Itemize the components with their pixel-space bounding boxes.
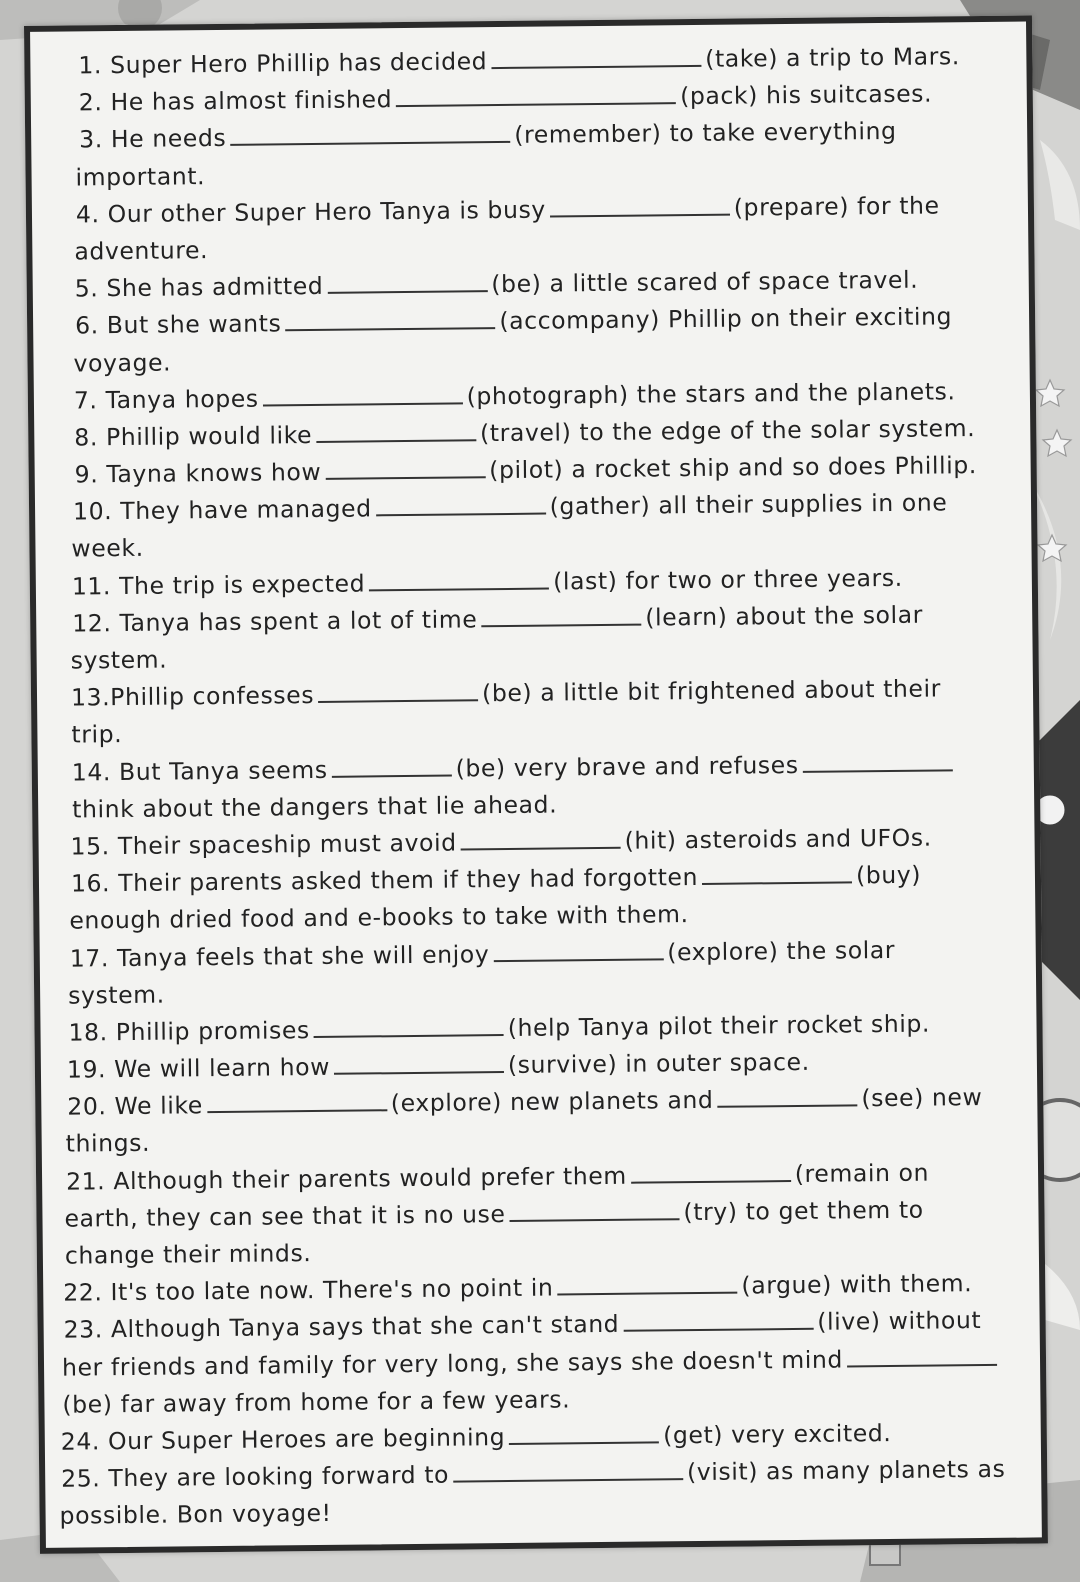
item-text: They are looking forward to [108,1460,450,1493]
item-text: Although their parents would prefer them [113,1161,627,1195]
item-text: (photograph) the stars and the planets. [466,376,956,411]
item-number: 17. [69,943,110,973]
item-text: important. [75,161,206,192]
item-text: (learn) about the solar [645,600,924,632]
item-text: Although Tanya says that she can't stand [110,1310,620,1344]
item-text: (remember) to take everything [514,117,897,150]
item-text: Tanya has spent a lot of time [119,605,478,637]
item-text: (explore) new planets and [390,1086,714,1118]
item-text: (pack) his suitcases. [680,79,933,111]
item-number: 23. [63,1315,103,1345]
answer-blank[interactable] [509,1419,659,1445]
item-number: 7. [73,385,98,415]
answer-blank[interactable] [481,601,641,627]
item-number: 12. [72,608,112,638]
item-text: (be) a little bit frightened about their [481,674,942,708]
item-number: 15. [70,832,110,861]
exercise-list [42,38,1033,1536]
item-number: 1. [78,51,103,80]
answer-blank[interactable] [325,454,485,480]
item-text: things. [65,1129,151,1159]
item-text: Their parents asked them if they had forgotten [118,863,699,898]
answer-blank[interactable] [847,1341,997,1367]
answer-blank[interactable] [331,752,451,777]
item-number: 24. [60,1427,101,1456]
answer-blank[interactable] [314,1012,504,1038]
item-text: But she wants [106,309,282,340]
item-text: He has almost finished [110,85,393,117]
item-text: They have managed [120,494,372,526]
item-text: Our Super Heroes are beginning [107,1422,506,1456]
item-number: 18. [68,1018,108,1047]
item-text: (argue) with them. [741,1269,973,1300]
item-number: 10. [72,497,113,526]
item-number: 16. [70,869,111,898]
answer-blank[interactable] [207,1088,387,1114]
answer-blank[interactable] [262,380,462,406]
item-text: (live) without [817,1306,982,1337]
answer-blank[interactable] [493,936,663,962]
answer-blank[interactable] [396,80,676,107]
item-number: 14. [71,757,112,787]
item-text: (travel) to the edge of the solar system. [479,413,976,448]
answer-blank[interactable] [802,747,952,773]
item-number: 25. [61,1464,101,1493]
item-number: 22. [63,1278,103,1307]
item-text: (get) very excited. [663,1418,892,1450]
item-text: (gather) all their supplies in one [549,488,948,521]
answer-blank[interactable] [453,1456,683,1482]
item-text: Phillip confesses [110,681,315,712]
item-text: We like [114,1091,204,1121]
item-text: Tayna knows how [106,457,322,489]
item-text: (survive) in outer space. [507,1047,810,1080]
item-text: think about the dangers that lie ahead. [72,790,558,824]
item-text: Their spaceship must avoid [117,828,457,860]
item-number: 3. [79,125,103,154]
item-number: 8. [74,423,99,452]
item-text: We will learn how [114,1052,331,1084]
item-number: 19. [66,1055,107,1084]
item-text: (hit) asteroids and UFOs. [624,823,932,855]
item-text: But Tanya seems [118,755,328,786]
item-text: Super Hero Phillip has decided [109,47,488,80]
item-number: 21. [65,1166,106,1196]
answer-blank[interactable] [717,1083,857,1108]
item-text: (explore) the solar [667,935,896,966]
item-text: earth, they can see that it is no use [64,1199,506,1233]
item-number: 5. [74,274,99,303]
item-text: He needs [110,124,227,154]
item-number: 20. [67,1092,107,1121]
answer-blank[interactable] [230,119,510,146]
item-text: (be) a little scared of space travel. [491,265,919,299]
answer-blank[interactable] [460,825,620,851]
answer-blank[interactable] [334,1049,504,1075]
item-text: Phillip would like [105,420,313,452]
item-text: (see) new [861,1083,983,1113]
item-number: 4. [75,199,100,229]
worksheet-sheet [24,15,1048,1553]
item-text: Phillip promises [115,1015,310,1046]
item-text: Tanya feels that she will enjoy [116,939,490,972]
item-number: 6. [74,311,99,340]
item-text: enough dried food and e-books to take with them. [69,900,689,935]
item-number: 2. [78,88,103,117]
item-text: her friends and family for very long, she says she doesn't mind [61,1345,844,1382]
answer-blank[interactable] [550,191,730,217]
item-text: system. [68,980,165,1010]
item-text: (pilot) a rocket ship and so does Phillip. [489,451,978,485]
item-text: week. [71,534,144,563]
item-text: Tanya hopes [105,384,259,414]
item-text: (be) very brave and refuses [455,750,799,783]
item-text: (accompany) Phillip on their exciting [499,302,953,336]
item-text: (prepare) for the [733,191,940,222]
item-text: (help Tanya pilot their rocket ship. [507,1009,931,1042]
item-text: Our other Super Hero Tanya is busy [107,195,546,228]
answer-blank[interactable] [509,1196,679,1222]
answer-blank[interactable] [491,43,701,69]
item-text: The trip is expected [118,569,366,600]
item-number: 13. [70,683,111,712]
item-number: 9. [74,460,99,489]
answer-blank[interactable] [327,268,487,294]
item-text: It's too late now. There's no point in [110,1273,554,1307]
answer-blank[interactable] [375,491,545,517]
item-text: (be) far away from home for a few years. [62,1385,571,1419]
item-text: voyage. [73,347,172,377]
answer-blank[interactable] [369,565,549,591]
answer-blank[interactable] [631,1158,791,1184]
item-text: system. [70,645,168,675]
answer-blank[interactable] [557,1270,737,1296]
answer-blank[interactable] [285,305,495,331]
item-text: (try) to get them to [683,1195,924,1226]
item-text: (visit) as many planets as [686,1454,1006,1487]
answer-blank[interactable] [318,677,478,703]
item-text: possible. Bon voyage! [59,1499,332,1531]
item-text: (buy) [855,860,922,890]
answer-blank[interactable] [702,860,852,886]
item-text: She has admitted [106,272,324,303]
item-text: trip. [71,720,123,749]
item-text: (remain on [794,1158,930,1188]
item-text: adventure. [74,236,209,266]
item-text: (take) a trip to Mars. [705,42,960,73]
item-number: 11. [71,571,112,601]
answer-blank[interactable] [623,1306,813,1332]
answer-blank[interactable] [316,417,476,443]
item-text: (last) for two or three years. [553,563,903,596]
item-text: change their minds. [64,1239,312,1270]
